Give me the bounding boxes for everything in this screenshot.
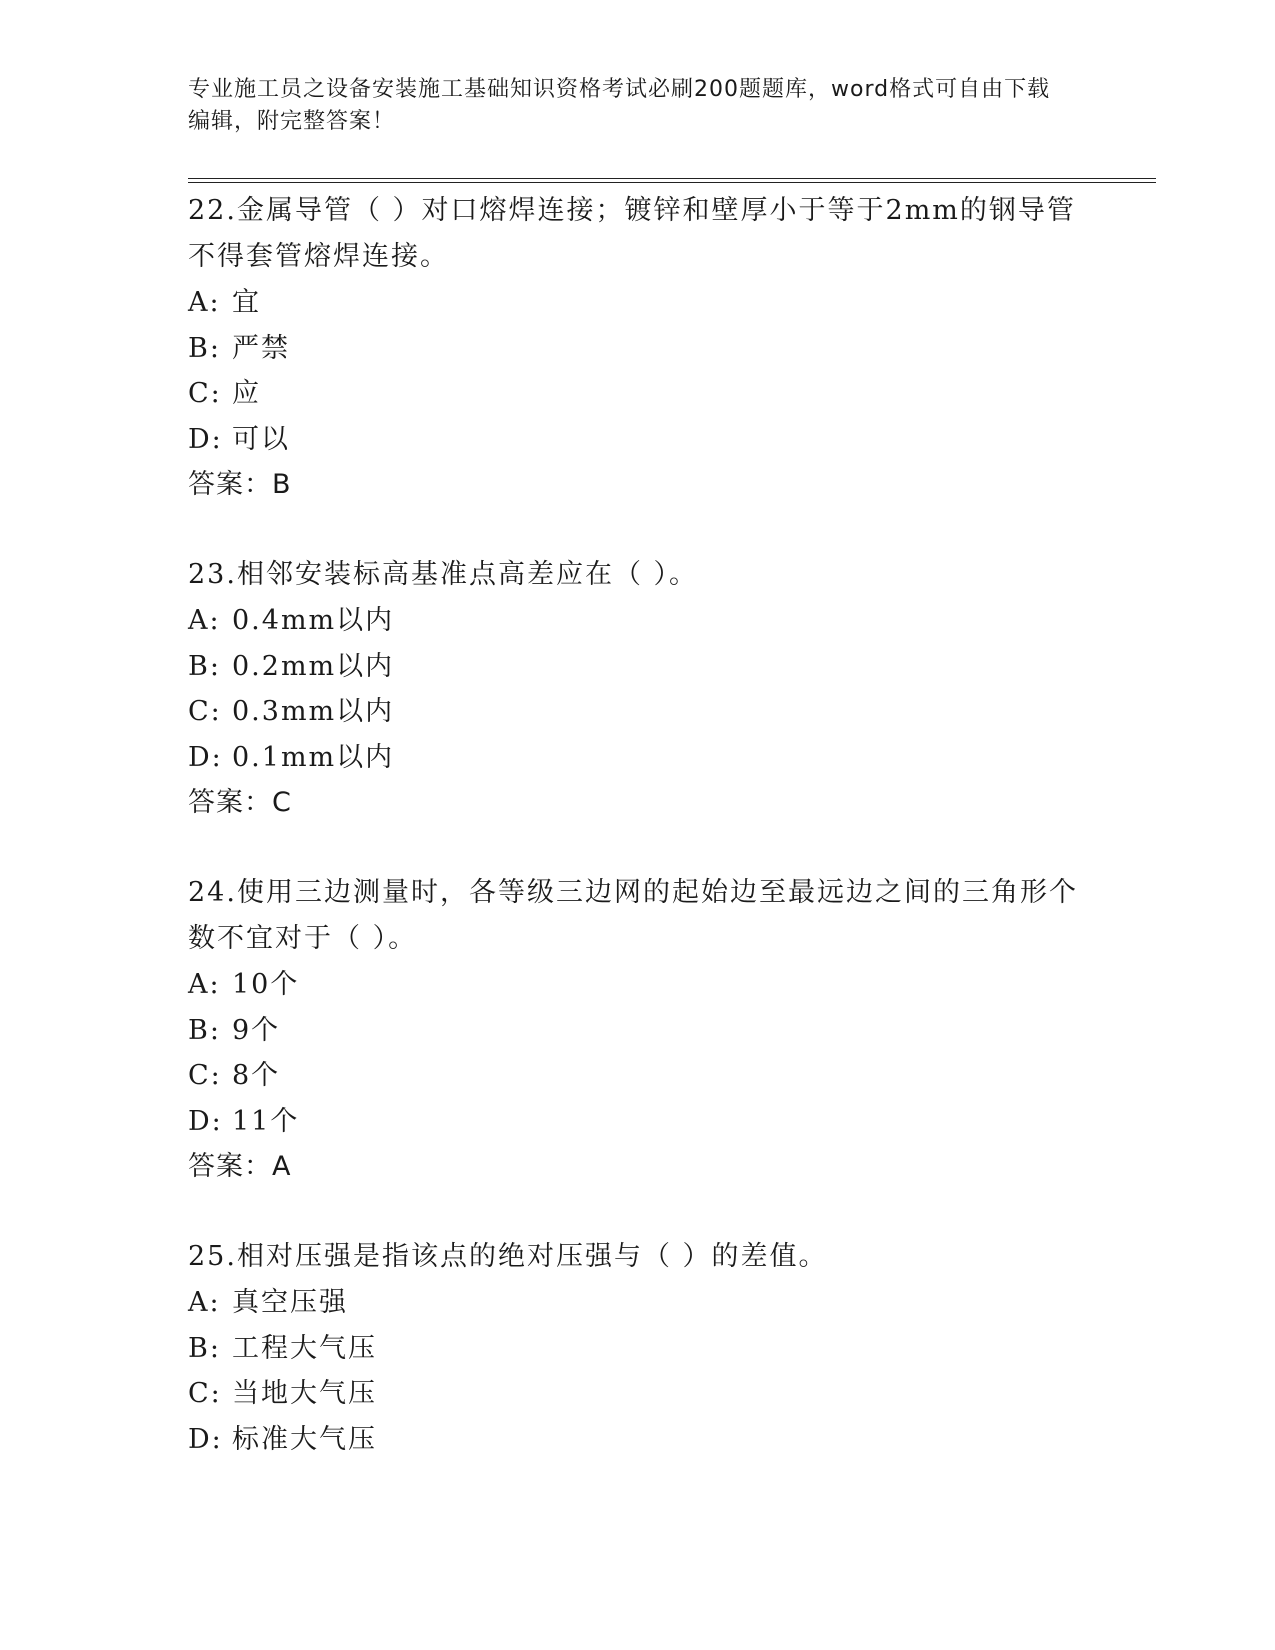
option-key: D: — [188, 1423, 223, 1455]
option-a — [188, 1280, 1088, 1326]
question-23 — [188, 552, 1088, 825]
option-text: 宜 — [232, 287, 261, 318]
option-c — [188, 371, 1088, 417]
option-text: 可以 — [232, 423, 290, 455]
question-stem: 25.相对压强是指该点的绝对压强与（ ）的差值。 — [188, 1241, 828, 1272]
question-22 — [188, 188, 1088, 507]
question-stem: 24.使用三边测量时，各等级三边网的起始边至最远边之间的三角形个数不宜对于（ ）。 — [188, 877, 1078, 954]
option-c — [188, 689, 1088, 735]
document-header: 专业施工员之设备安装施工基础知识资格考试必刷200题题库，word格式可自由下载编辑，附完整答案！ — [188, 77, 1051, 134]
option-b — [188, 326, 1088, 372]
option-key: B: — [188, 1014, 221, 1046]
option-text: 0.4mm以内 — [232, 605, 395, 636]
option-key: A: — [188, 1287, 221, 1318]
option-key: C: — [188, 696, 222, 727]
option-key: D: — [188, 1105, 223, 1137]
option-key: B: — [188, 1332, 221, 1364]
option-key: C: — [188, 1378, 222, 1409]
option-key: B: — [188, 650, 221, 682]
option-text: 11个 — [232, 1105, 300, 1137]
header-divider-top — [188, 178, 1156, 179]
option-d — [188, 1417, 1088, 1463]
option-text: 10个 — [232, 969, 300, 1000]
option-text: 当地大气压 — [232, 1378, 377, 1409]
option-d — [188, 735, 1088, 781]
option-text: 标准大气压 — [232, 1423, 377, 1455]
answer-line: 答案：A — [188, 1151, 292, 1182]
option-key: B: — [188, 332, 221, 364]
option-c — [188, 1053, 1088, 1099]
option-text: 9个 — [232, 1014, 281, 1046]
option-text: 严禁 — [232, 332, 290, 364]
option-a — [188, 280, 1088, 326]
option-b — [188, 644, 1088, 690]
option-key: A: — [188, 287, 221, 318]
option-a — [188, 598, 1088, 644]
option-b — [188, 1008, 1088, 1054]
answer-line: 答案：B — [188, 469, 292, 500]
question-stem: 22.金属导管（ ）对口熔焊连接；镀锌和壁厚小于等于2mm的钢导管不得套管熔焊连接。 — [188, 195, 1076, 272]
option-key: A: — [188, 969, 221, 1000]
header-divider-bottom — [188, 182, 1156, 183]
question-stem: 23.相邻安装标高基准点高差应在（ ）。 — [188, 559, 699, 590]
option-d — [188, 417, 1088, 463]
option-text: 8个 — [232, 1060, 281, 1091]
option-text: 应 — [232, 378, 261, 409]
option-key: A: — [188, 605, 221, 636]
option-key: D: — [188, 423, 223, 455]
option-b — [188, 1326, 1088, 1372]
option-a — [188, 962, 1088, 1008]
option-text: 0.2mm以内 — [232, 650, 395, 682]
answer-line: 答案：C — [188, 787, 292, 818]
option-key: C: — [188, 1060, 222, 1091]
option-c — [188, 1371, 1088, 1417]
question-24 — [188, 870, 1088, 1189]
option-text: 工程大气压 — [232, 1332, 377, 1364]
option-text: 0.3mm以内 — [232, 696, 395, 727]
option-d — [188, 1099, 1088, 1145]
option-key: C: — [188, 378, 222, 409]
option-text: 真空压强 — [232, 1287, 348, 1318]
option-text: 0.1mm以内 — [232, 741, 395, 773]
question-25 — [188, 1234, 1088, 1462]
option-key: D: — [188, 741, 223, 773]
